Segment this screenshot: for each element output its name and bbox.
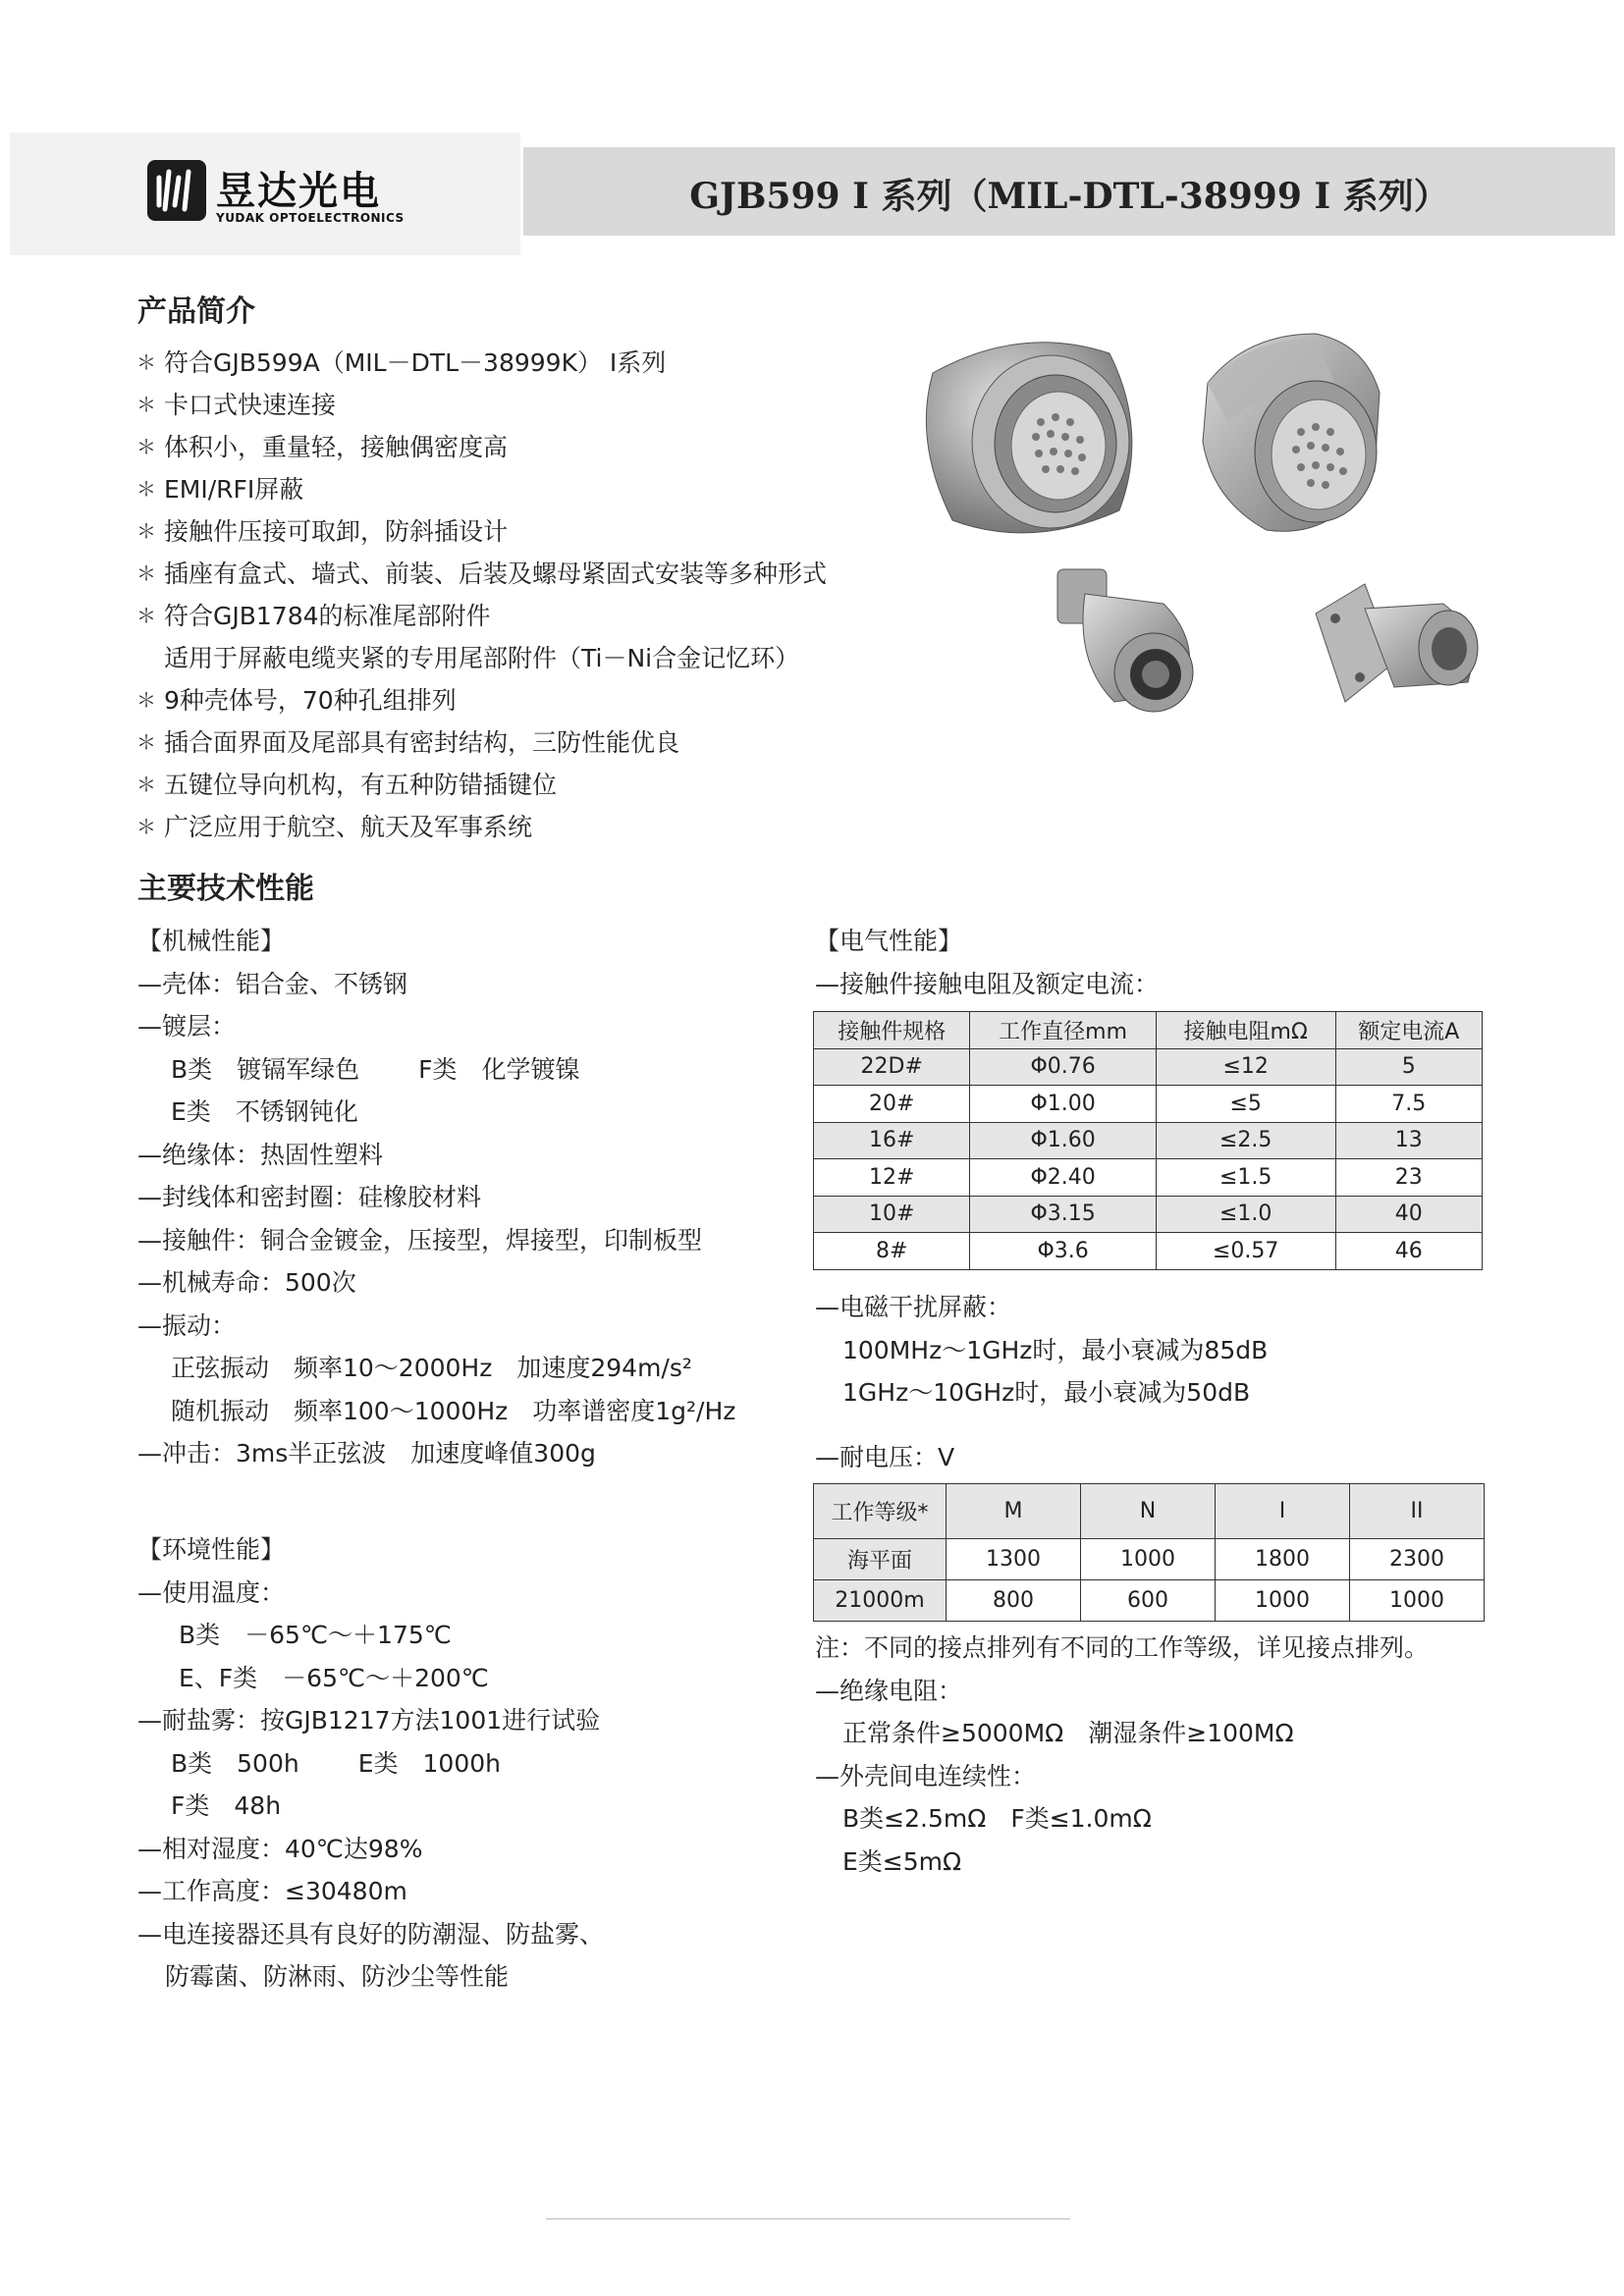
environmental-temp-ef: E、F类 －65℃～＋200℃ (179, 1663, 489, 1692)
table-cell: 22D# (814, 1048, 970, 1086)
mechanical-insulator: —绝缘体：热固性塑料 (137, 1140, 384, 1169)
mechanical-shock: —冲击：3ms半正弦波 加速度峰值300g (137, 1439, 596, 1468)
contact-table-header: 额定电流A (1335, 1012, 1482, 1049)
electrical-heading: 【电气性能】 (815, 927, 963, 955)
title-bar (523, 147, 1615, 236)
contact-table-header: 接触件规格 (814, 1012, 970, 1049)
contact-table-header: 工作直径mm (970, 1012, 1156, 1049)
voltage-table-header: 工作等级* (814, 1484, 947, 1539)
electrical-emi-2: 1GHz～10GHz时，最小衰减为50dB (842, 1378, 1251, 1407)
page-title: GJB599 I 系列（MIL-DTL-38999 I 系列） (689, 176, 1449, 217)
brand-logo (10, 133, 520, 255)
table-cell: ≤0.57 (1156, 1233, 1335, 1270)
contact-table (813, 1011, 1483, 1270)
mechanical-section (137, 920, 805, 1475)
brand-name-en: YUDAK OPTOELECTRONICS (216, 211, 405, 225)
mechanical-vibration: —振动： (137, 1310, 237, 1340)
table-cell: 800 (947, 1580, 1081, 1622)
environmental-humidity: —相对湿度：40℃达98% (137, 1834, 423, 1863)
mechanical-contact: —接触件：铜合金镀金，压接型，焊接型，印制板型 (137, 1225, 703, 1255)
table-cell: Φ2.40 (970, 1159, 1156, 1197)
electrical-voltage (815, 1436, 1522, 1479)
table-cell: 10# (814, 1196, 970, 1233)
mechanical-random: 随机振动 频率100～1000Hz 功率谱密度1g²/Hz (171, 1396, 736, 1425)
table-row (814, 1580, 1485, 1622)
table-row (814, 1159, 1483, 1197)
connector-photo-2 (1188, 324, 1394, 550)
table-cell: 1000 (1081, 1539, 1216, 1580)
brand-name-cn: 昱达光电 (216, 169, 381, 214)
environmental-heading: 【环境性能】 (137, 1535, 286, 1564)
tech-heading: 主要技术性能 (137, 872, 314, 906)
intro-bullet: ＊ 符合GJB1784的标准尾部附件 (136, 602, 491, 630)
connector-photo-1 (903, 314, 1159, 560)
environmental-protection-1: —电连接器还具有良好的防潮湿、防盐雾、 (137, 1919, 605, 1949)
table-cell: 2300 (1350, 1539, 1485, 1580)
table-cell: ≤5 (1156, 1086, 1335, 1123)
voltage-table-header: II (1350, 1484, 1485, 1539)
voltage-table-header: M (947, 1484, 1081, 1539)
voltage-table-header: N (1081, 1484, 1216, 1539)
table-cell: Φ3.15 (970, 1196, 1156, 1233)
mechanical-plating-bf: B类 镀镉军绿色 F类 化学镀镍 (171, 1054, 580, 1084)
electrical-insulation-value: 正常条件≥5000MΩ 潮湿条件≥100MΩ (842, 1719, 1294, 1747)
environmental-temp: —使用温度： (137, 1577, 286, 1607)
electrical-note: 注：不同的接点排列有不同的工作等级，详见接点排列。 (815, 1633, 1430, 1662)
mechanical-shell: —壳体：铝合金、不锈钢 (137, 969, 408, 998)
mechanical-heading: 【机械性能】 (137, 927, 286, 955)
table-cell: 23 (1335, 1159, 1482, 1197)
environmental-protection-2: 防霉菌、防淋雨、防沙尘等性能 (165, 1962, 510, 1991)
mechanical-seal: —封线体和密封圈：硅橡胶材料 (137, 1183, 482, 1211)
table-cell: 8# (814, 1233, 970, 1270)
mechanical-plating: —镀层： (137, 1012, 237, 1041)
table-cell: Φ1.60 (970, 1122, 1156, 1159)
table-row (814, 1539, 1485, 1580)
table-cell: ≤1.0 (1156, 1196, 1335, 1233)
intro-heading: 产品简介 (137, 294, 255, 329)
mechanical-sine: 正弦振动 频率10～2000Hz 加速度294m/s² (171, 1354, 692, 1382)
electrical-emi-label: —电磁干扰屏蔽： (815, 1293, 1012, 1321)
intro-bullet: ＊ 五键位导向机构，有五种防错插键位 (136, 771, 558, 799)
environmental-temp-b: B类 －65℃～＋175℃ (179, 1621, 452, 1649)
mechanical-plating-e: E类 不锈钢钝化 (171, 1097, 358, 1126)
connector-photo-3 (1046, 564, 1213, 721)
electrical-continuity-label: —外壳间电连续性： (815, 1761, 1037, 1790)
environmental-altitude: —工作高度：≤30480m (137, 1877, 407, 1905)
electrical-contact-label: —接触件接触电阻及额定电流： (815, 969, 1160, 998)
table-row (814, 1048, 1483, 1086)
electrical-voltage-label: —耐电压：V (815, 1443, 955, 1471)
table-cell: 1000 (1350, 1580, 1485, 1622)
voltage-table-header: I (1216, 1484, 1350, 1539)
electrical-emi-1: 100MHz～1GHz时，最小衰减为85dB (842, 1335, 1269, 1364)
table-cell: 13 (1335, 1122, 1482, 1159)
intro-bullet: ＊ 接触件压接可取卸，防斜插设计 (136, 517, 509, 546)
voltage-table (813, 1483, 1485, 1622)
mechanical-life: —机械寿命：500次 (137, 1268, 356, 1297)
table-cell: 7.5 (1335, 1086, 1482, 1123)
intro-bullet: ＊ 9种壳体号，70种孔组排列 (136, 686, 457, 715)
table-cell: 46 (1335, 1233, 1482, 1270)
electrical-emi (815, 1286, 1522, 1415)
table-cell: Φ3.6 (970, 1233, 1156, 1270)
connector-photo-4 (1306, 564, 1488, 721)
intro-bullet: ＊ EMI/RFI屏蔽 (136, 475, 304, 504)
environmental-salt-be: B类 500h E类 1000h (171, 1748, 501, 1778)
electrical-bottom (815, 1627, 1542, 1883)
intro-bullet: ＊ 插合面界面及尾部具有密封结构，三防性能优良 (136, 728, 680, 757)
table-cell: 20# (814, 1086, 970, 1123)
table-cell: 40 (1335, 1196, 1482, 1233)
table-row (814, 1122, 1483, 1159)
table-cell: 600 (1081, 1580, 1216, 1622)
environmental-section (137, 1528, 805, 1999)
intro-bullet-list (133, 342, 898, 848)
electrical-top (815, 920, 1522, 1005)
electrical-continuity-2: E类≤5mΩ (842, 1846, 962, 1876)
electrical-continuity-1: B类≤2.5mΩ F类≤1.0mΩ (842, 1804, 1152, 1833)
table-cell: 1300 (947, 1539, 1081, 1580)
logo-mark-icon (147, 160, 206, 221)
contact-table-header: 接触电阻mΩ (1156, 1012, 1335, 1049)
electrical-insulation-label: —绝缘电阻： (815, 1676, 963, 1705)
environmental-salt: —耐盐雾：按GJB1217方法1001进行试验 (137, 1706, 601, 1735)
table-cell: 12# (814, 1159, 970, 1197)
environmental-salt-f: F类 48h (171, 1791, 282, 1820)
table-cell: Φ0.76 (970, 1048, 1156, 1086)
intro-bullet: ＊ 符合GJB599A（MIL－DTL－38999K） Ⅰ系列 (136, 348, 667, 377)
table-cell: 16# (814, 1122, 970, 1159)
intro-bullet: ＊ 插座有盒式、墙式、前装、后装及螺母紧固式安装等多种形式 (136, 560, 828, 588)
table-cell: ≤12 (1156, 1048, 1335, 1086)
intro-bullet: ＊ 广泛应用于航空、航天及军事系统 (136, 813, 533, 841)
table-cell: 21000m (814, 1580, 947, 1622)
table-cell: Φ1.00 (970, 1086, 1156, 1123)
table-cell: 1800 (1216, 1539, 1350, 1580)
table-row (814, 1233, 1483, 1270)
table-cell: 海平面 (814, 1539, 947, 1580)
footer-divider (546, 2218, 1070, 2219)
table-cell: ≤1.5 (1156, 1159, 1335, 1197)
table-cell: ≤2.5 (1156, 1122, 1335, 1159)
table-cell: 5 (1335, 1048, 1482, 1086)
table-row (814, 1196, 1483, 1233)
intro-bullet: ＊ 体积小，重量轻，接触偶密度高 (136, 433, 509, 461)
table-cell: 1000 (1216, 1580, 1350, 1622)
intro-bullet: ＊ 卡口式快速连接 (136, 391, 337, 419)
intro-bullet-continuation: 适用于屏蔽电缆夹紧的专用尾部附件（Ti－Ni合金记忆环） (164, 644, 800, 672)
table-row (814, 1086, 1483, 1123)
